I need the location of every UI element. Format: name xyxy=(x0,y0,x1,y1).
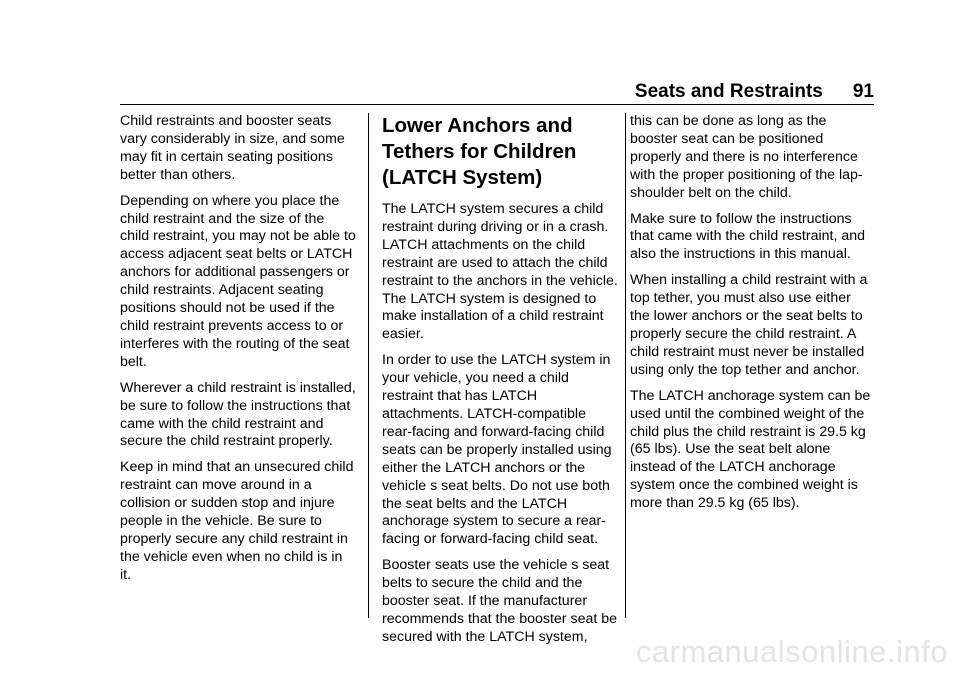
paragraph: The LATCH anchorage system can be used until the combined weight of the child plus the child restraint is 29.5 kg (65 lbs). Use the seat belt alone instead of the LATCH anchorage system once the combined weight is more than 29.5 kg (65 lbs). xyxy=(630,387,871,512)
paragraph: Keep in mind that an unsecured child restraint can move around in a collision or sudden stop and injure people in the vehicle. Be sure to properly secure any child restraint in the vehicle even when no child is in it. xyxy=(120,459,354,583)
header-rule xyxy=(120,104,874,105)
paragraph: Depending on where you place the child restraint and the size of the child restraint, you may not be able to access adjacent seat belts or LATCH anchors for additional passengers or child restraints. Adjacent seating positions should not be used if the child restraint prevents access to or interferes with the routing of the seat belt. xyxy=(120,192,356,370)
paragraph: Wherever a child restraint is installed, be sure to follow the instructions that came with the child restraint and secure the child restraint properly. xyxy=(120,379,356,450)
page-number: 91 xyxy=(852,81,874,102)
paragraph: Child restraints and booster seats vary considerably in size, and some may fit in certain seating positions better than others. xyxy=(120,113,345,183)
paragraph: In order to use the LATCH system in your vehicle, you need a child restraint that has LATCH attachments. LATCH-compatible rear-facing and forward-facing child seats can be properly installed using either the LATCH anchors or the vehicle s seat belts. Do not use both the seat belts and the LATCH anchorage system to secure a rear-facing or forward-facing child seat. xyxy=(382,352,612,548)
column-1 xyxy=(120,113,356,593)
column-3 xyxy=(630,113,874,521)
watermark: carmanualsonline.info xyxy=(635,634,948,669)
paragraph: When installing a child restraint with a top tether, you must also use either the lower anchors or the seat belts to properly secure the child restraint. A child restraint must never be installed using only the top tether and anchor. xyxy=(630,272,868,378)
paragraph: The LATCH system secures a child restraint during driving or in a crash. LATCH attachments on the child restraint are used to attach the child restraint to the anchors in the vehicle. The LATCH system is designed to make installation of a child restraint easier. xyxy=(382,201,618,343)
column-divider xyxy=(625,113,626,618)
section-heading: Lower Anchors and Tethers for Children (LATCH System) xyxy=(382,114,577,189)
paragraph: Make sure to follow the instructions that came with the child restraint, and also the instructions in this manual. xyxy=(630,210,866,263)
paragraph: Booster seats use the vehicle s seat belts to secure the child and the booster seat. If the manufacturer recommends that the booster seat be secured with the LATCH system, xyxy=(382,557,618,645)
column-divider xyxy=(368,113,369,618)
section-title-header: Seats and Restraints xyxy=(634,81,823,102)
paragraph: this can be done as long as the booster seat can be positioned properly and there is no interference with the proper positioning of the lap-shoulder belt on the child. xyxy=(630,113,863,201)
page-header xyxy=(635,81,874,103)
column-2 xyxy=(382,113,618,655)
